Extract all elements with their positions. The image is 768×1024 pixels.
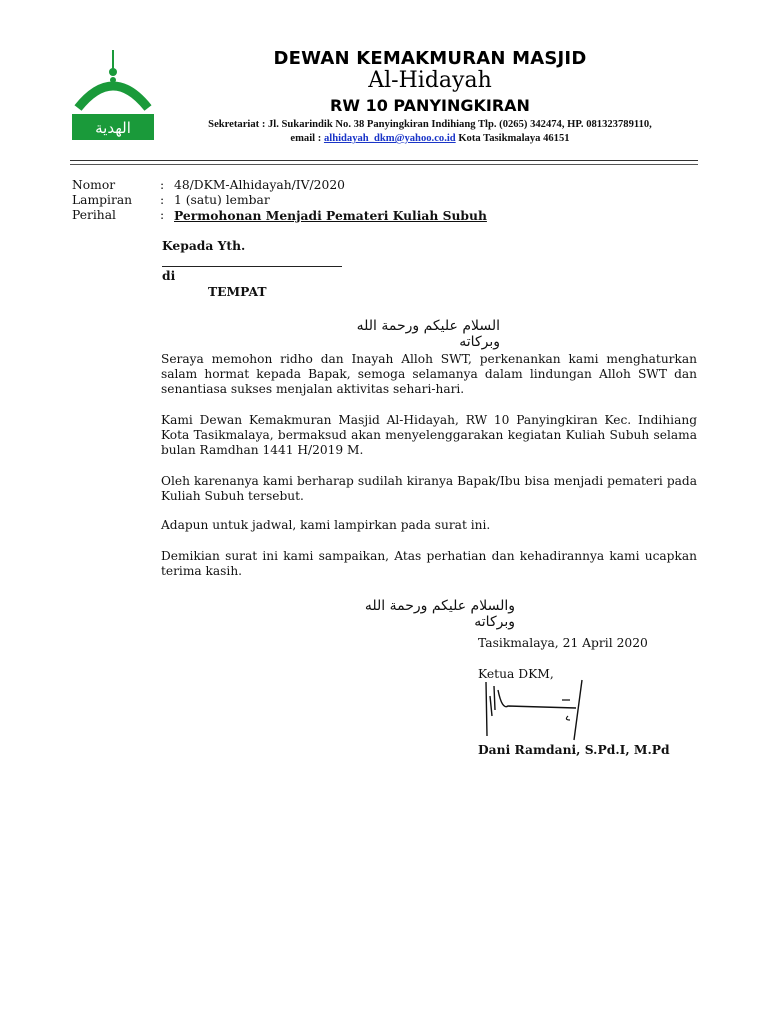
greeting-salam-open: السلام عليكم ورحمة الله وبركاته	[356, 318, 500, 350]
address-line: Sekretariat : Jl. Sukarindik No. 38 Panyingkiran Indihiang Tlp. (0265) 342474, HP. 081323789110,	[208, 119, 652, 130]
paragraph-1: Seraya memohon ridho dan Inayah Alloh SWT, perkenankan kami menghaturkan salam hormat kepada Bapak, semoga selamanya dalam lindungan Alloh SWT dan senantiasa sukses menjalan aktivitas sehari-hari.	[161, 352, 697, 396]
perihal-value: Permohonan Menjadi Pemateri Kuliah Subuh	[174, 208, 487, 223]
mosque-logo	[70, 48, 156, 142]
signer-position: Ketua DKM,	[478, 667, 554, 681]
paragraph-3: Oleh karenanya kami berharap sudilah kiranya Bapak/Ibu bisa menjadi pemateri pada Kuliah Subuh tersebut.	[161, 474, 697, 503]
org-name: DEWAN KEMAKMURAN MASJID	[273, 48, 587, 69]
lampiran-value: 1 (satu) lembar	[174, 193, 270, 207]
paragraph-4: Adapun untuk jadwal, kami lampirkan pada surat ini.	[161, 518, 491, 532]
recipient-tempat: TEMPAT	[208, 284, 267, 299]
lampiran-label: Lampiran	[72, 193, 133, 207]
recipient-kepada: Kepada Yth.	[162, 238, 246, 253]
email-link[interactable]: alhidayah_dkm@yahoo.co.id	[323, 133, 456, 144]
colon: :	[160, 208, 165, 222]
recipient-di: di	[162, 268, 176, 283]
place-date: Tasikmalaya, 21 April 2020	[478, 636, 648, 650]
contact-line	[160, 132, 700, 146]
mosque-name: Al-Hidayah	[368, 68, 492, 93]
recipient-blank-line	[162, 266, 342, 267]
logo-calligraphy: الهدية	[95, 119, 131, 137]
email-prefix: email :	[290, 133, 324, 144]
greeting-salam-close: والسلام عليكم ورحمة الله وبركاته	[364, 598, 515, 630]
handwritten-signature	[478, 676, 588, 746]
signer-name: Dani Ramdani, S.Pd.I, M.Pd	[478, 742, 670, 757]
paragraph-5: Demikian surat ini kami sampaikan, Atas perhatian dan kehadirannya kami ucapkan terima kasih.	[161, 549, 697, 578]
area-name: RW 10 PANYINGKIRAN	[330, 96, 530, 115]
nomor-label: Nomor	[72, 178, 116, 192]
perihal-label: Perihal	[72, 208, 116, 222]
nomor-value: 48/DKM-Alhidayah/IV/2020	[174, 178, 345, 192]
city-text: Kota Tasikmalaya 46151	[455, 133, 570, 144]
header-rule-thick	[70, 160, 698, 161]
colon: :	[160, 178, 165, 192]
header-rule-thin	[70, 164, 698, 165]
paragraph-2: Kami Dewan Kemakmuran Masjid Al-Hidayah, RW 10 Panyingkiran Kec. Indihiang Kota Tasikmalaya, bermaksud akan menyelenggarakan kegiatan Kuliah Subuh selama bulan Ramdhan 1441 H/2019 M.	[161, 413, 697, 457]
colon: :	[160, 193, 165, 207]
